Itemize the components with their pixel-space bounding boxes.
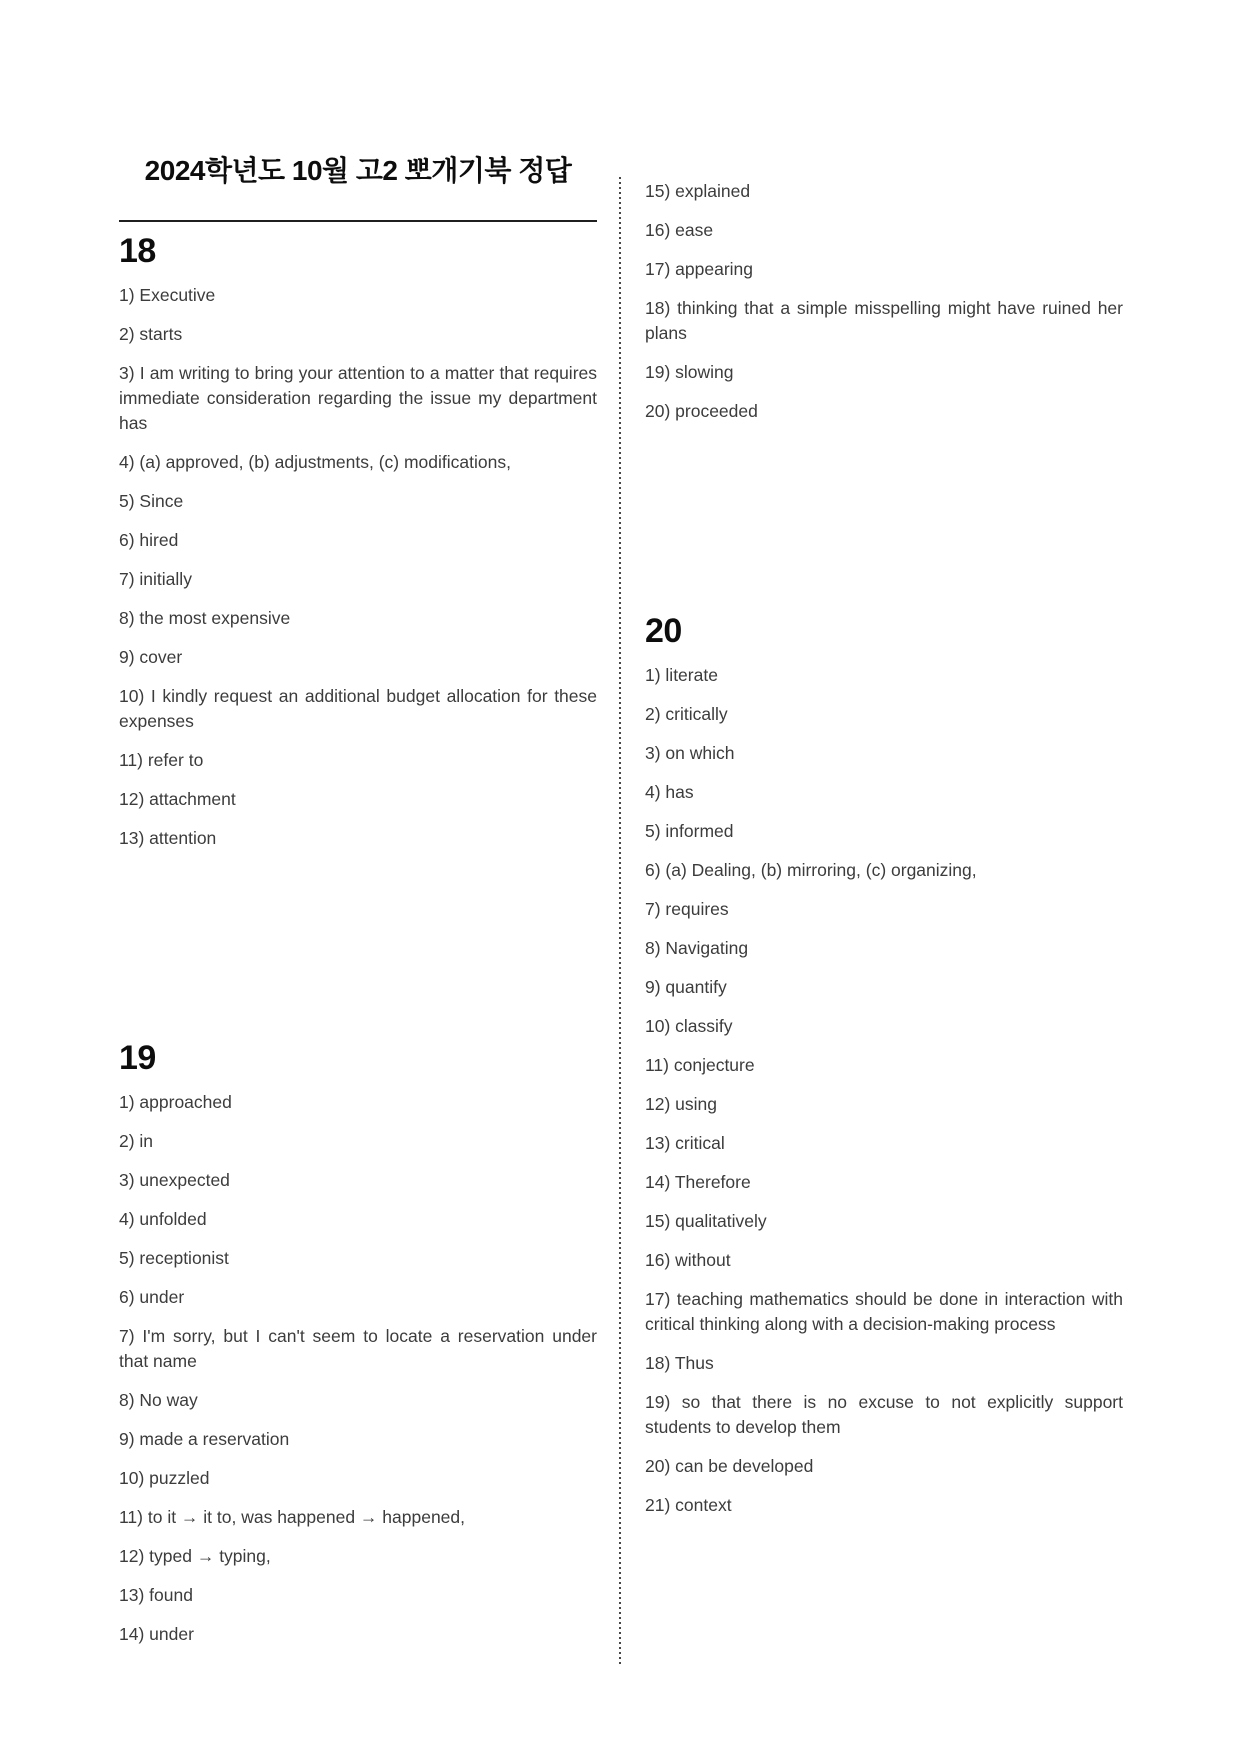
answer-list	[119, 283, 597, 851]
answer-item: 5) Since	[119, 491, 184, 511]
answer-item: 3) I am writing to bring your attention to a matter that requires immediate consideration regarding the issue my department has	[119, 363, 597, 433]
answer-item: 11) conjecture	[645, 1055, 755, 1075]
answer-item: 2) critically	[645, 704, 728, 724]
answer-item: 1) approached	[119, 1092, 232, 1112]
answer-item: 4) (a) approved, (b) adjustments, (c) modifications,	[119, 452, 511, 472]
column-divider	[619, 177, 621, 1665]
answer-item: 6) hired	[119, 530, 179, 550]
title-divider	[119, 220, 597, 222]
answer-item: 3) unexpected	[119, 1170, 230, 1190]
answer-item: 20) can be developed	[645, 1456, 814, 1476]
answer-item: 10) puzzled	[119, 1468, 210, 1488]
answer-item: 7) I'm sorry, but I can't seem to locate a reservation under that name	[119, 1326, 597, 1371]
section-heading: 19	[119, 1039, 156, 1077]
answer-item: 21) context	[645, 1495, 732, 1515]
answer-item: 15) explained	[645, 181, 751, 201]
page-title: 2024학년도 10월 고2 뽀개기북 정답	[144, 155, 572, 186]
answer-item: 6) under	[119, 1287, 185, 1307]
answer-item: 8) the most expensive	[119, 608, 291, 628]
answer-item: 4) has	[645, 782, 694, 802]
answer-item: 1) literate	[645, 665, 718, 685]
masthead	[119, 0, 597, 222]
answer-item: 20) proceeded	[645, 401, 758, 421]
answer-item: 19) so that there is no excuse to not explicitly support students to develop them	[645, 1392, 1123, 1437]
answer-item: 19) slowing	[645, 362, 734, 382]
answer-list	[645, 179, 1123, 424]
answer-item: 18) thinking that a simple misspelling might have ruined her plans	[645, 298, 1123, 343]
answer-item: 6) (a) Dealing, (b) mirroring, (c) organizing,	[645, 860, 977, 880]
answer-item: 7) requires	[645, 899, 729, 919]
answer-item: 7) initially	[119, 569, 192, 589]
answer-item: 8) Navigating	[645, 938, 749, 958]
answer-item: 13) critical	[645, 1133, 725, 1153]
answer-item: 12) attachment	[119, 789, 236, 809]
right-column-blocks	[645, 179, 1123, 1518]
answer-item: 16) ease	[645, 220, 714, 240]
answer-item: 2) starts	[119, 324, 183, 344]
answer-item: 10) classify	[645, 1016, 733, 1036]
answer-item: 11) refer to	[119, 750, 204, 770]
answer-item: 3) on which	[645, 743, 735, 763]
answer-item: 12) using	[645, 1094, 717, 1114]
answer-item: 13) attention	[119, 828, 217, 848]
answer-item: 16) without	[645, 1250, 731, 1270]
right-column	[645, 0, 1123, 1532]
answer-item: 12) typed → typing,	[119, 1546, 271, 1566]
section-heading: 20	[645, 612, 682, 650]
answer-item: 8) No way	[119, 1390, 198, 1410]
answer-item: 9) made a reservation	[119, 1429, 290, 1449]
answer-item: 18) Thus	[645, 1353, 714, 1373]
answer-item: 14) under	[119, 1624, 194, 1644]
answer-item: 11) to it → it to, was happened → happened,	[119, 1507, 466, 1527]
answer-item: 10) I kindly request an additional budget allocation for these expenses	[119, 686, 597, 731]
answer-list	[119, 1090, 597, 1647]
answer-list	[645, 663, 1123, 1518]
answer-item: 9) cover	[119, 647, 183, 667]
answer-item: 5) informed	[645, 821, 734, 841]
answer-item: 14) Therefore	[645, 1172, 751, 1192]
answer-item: 2) in	[119, 1131, 154, 1151]
answer-item: 9) quantify	[645, 977, 727, 997]
answer-item: 15) qualitatively	[645, 1211, 767, 1231]
section-heading: 18	[119, 232, 156, 270]
left-column	[119, 0, 597, 1661]
answer-item: 17) appearing	[645, 259, 753, 279]
answer-item: 1) Executive	[119, 285, 216, 305]
answer-item: 5) receptionist	[119, 1248, 229, 1268]
answer-item: 13) found	[119, 1585, 193, 1605]
left-column-blocks	[119, 234, 597, 1647]
answer-item: 4) unfolded	[119, 1209, 207, 1229]
answer-item: 17) teaching mathematics should be done in interaction with critical thinking along with a decision-making process	[645, 1289, 1123, 1334]
